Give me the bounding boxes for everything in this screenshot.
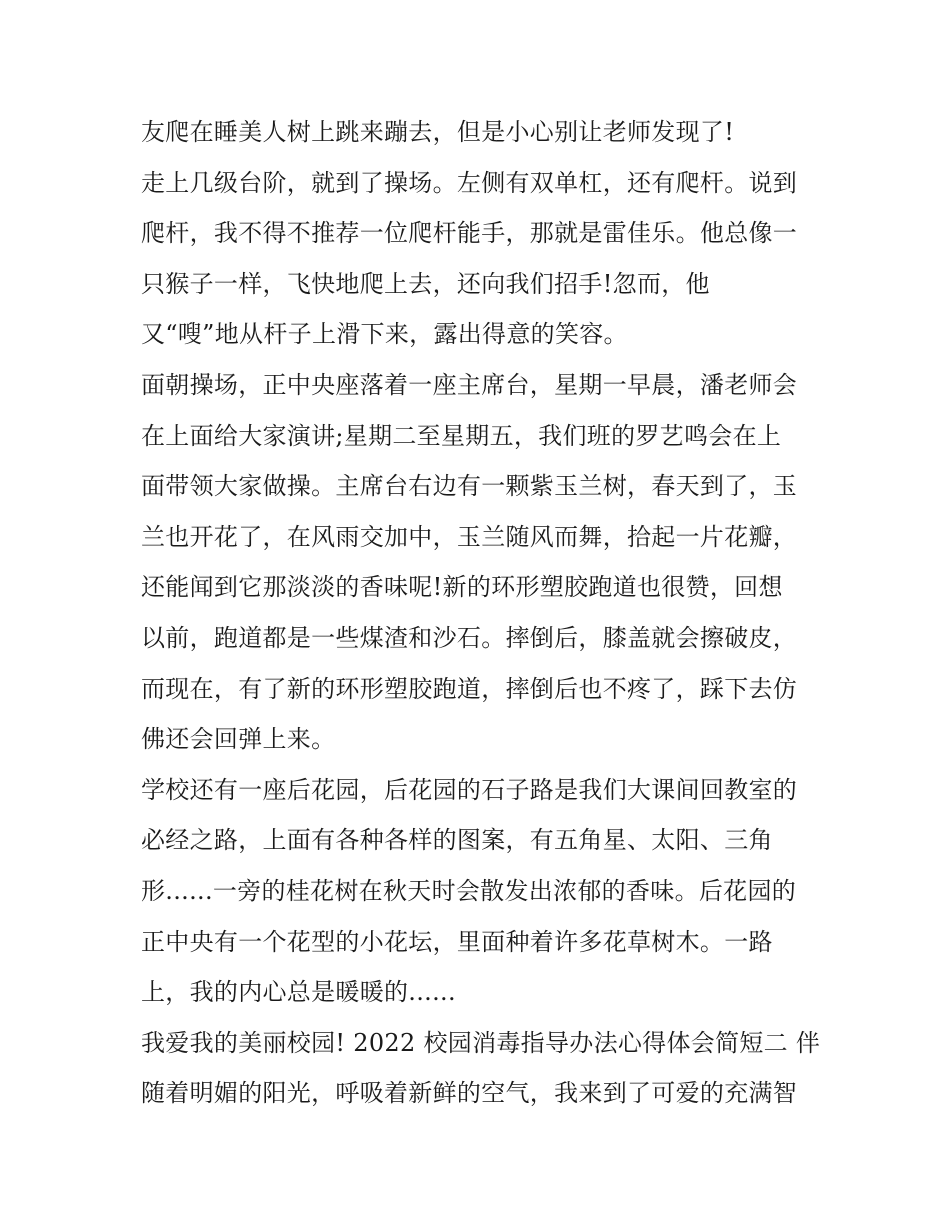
text-line: 还能闻到它那淡淡的香味呢!新的环形塑胶跑道也很赞，回想 <box>141 573 783 602</box>
text-line: 正中央有一个花型的小花坛，里面种着许多花草树木。一路 <box>141 927 773 956</box>
text-line: 我爱我的美丽校园! 2022 校园消毒指导办法心得体会简短二 伴 <box>141 1028 821 1057</box>
document-body <box>141 107 821 1119</box>
text-line: 形......一旁的桂花树在秋天时会散发出浓郁的香味。后花园的 <box>141 876 797 905</box>
text-line: 必经之路，上面有各种各样的图案，有五角星、太阳、三角 <box>141 826 773 855</box>
text-line: 而现在，有了新的环形塑胶跑道，摔倒后也不疼了，踩下去仿 <box>141 674 798 703</box>
text-line: 学校还有一座后花园，后花园的石子路是我们大课间回教室的 <box>141 775 798 804</box>
text-line: 友爬在睡美人树上跳来蹦去，但是小心别让老师发现了! <box>141 118 735 146</box>
text-line: 又“嗖”地从杆子上滑下来，露出得意的笑容。 <box>141 320 628 349</box>
text-line: 佛还会回弹上来。 <box>141 725 336 754</box>
text-line: 以前，跑道都是一些煤渣和沙石。摔倒后，膝盖就会擦破皮， <box>141 623 798 652</box>
text-line: 只猴子一样，飞快地爬上去，还向我们招手!忽而，他 <box>141 269 710 298</box>
text-line: 爬杆，我不得不推荐一位爬杆能手，那就是雷佳乐。他总像一 <box>141 219 798 248</box>
text-line: 走上几级台阶，就到了操场。左侧有双单杠，还有爬杆。说到 <box>141 168 798 197</box>
text-line: 上，我的内心总是暖暖的...... <box>141 978 456 1007</box>
text-line: 在上面给大家演讲;星期二至星期五，我们班的罗艺鸣会在上 <box>141 421 782 450</box>
text-line: 面带领大家做操。主席台右边有一颗紫玉兰树，春天到了，玉 <box>141 472 798 501</box>
text-line: 随着明媚的阳光，呼吸着新鲜的空气，我来到了可爱的充满智 <box>141 1079 798 1108</box>
text-line: 兰也开花了，在风雨交加中，玉兰随风而舞，拾起一片花瓣， <box>141 522 798 551</box>
text-line: 面朝操场，正中央座落着一座主席台，星期一早晨，潘老师会 <box>141 370 798 399</box>
